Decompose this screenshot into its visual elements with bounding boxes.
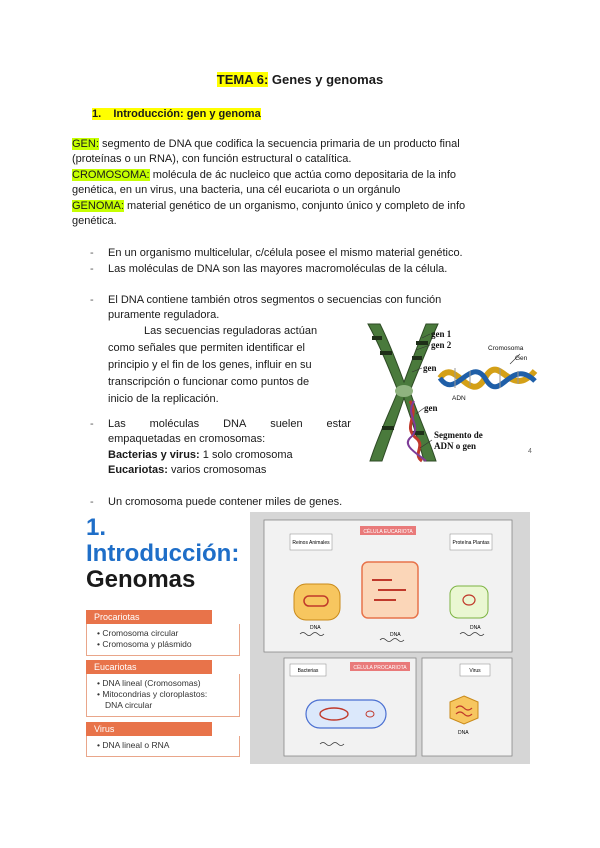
term-gen: GEN: [72, 138, 99, 150]
group-item: • DNA lineal o RNA [87, 740, 239, 751]
bullet-word: suelen [270, 418, 303, 430]
label-segmento: Segmento de [434, 430, 483, 440]
bullet-text: Un cromosoma puede contener miles de genes. [108, 496, 343, 508]
bullet-item: - Las moléculas de DNA son las mayores macromoléculas de la célula. [90, 263, 448, 275]
bullet-item: - Las moléculas DNA suelen estar [90, 418, 351, 430]
plant-label: Proteína Plantas [452, 540, 490, 546]
title-text: Genes y genomas [268, 72, 384, 87]
bullet-word: estar [326, 418, 351, 430]
group-procariotas [86, 610, 240, 656]
bullet-text: Las moléculas de DNA son las mayores macromoléculas de la célula. [108, 263, 448, 275]
bullet-word: DNA [223, 418, 247, 430]
def-line: molécula de ác nucleico que actúa como depositaria de la info [152, 169, 456, 181]
label-cromosoma: Cromosoma [488, 345, 524, 352]
para-line: inicio de la replicación. [108, 393, 219, 405]
bact-label: Bacterias y virus: [108, 449, 200, 461]
label-adn: ADN [452, 395, 466, 402]
slide-number: 1. [86, 514, 107, 541]
group-item: • Mitocondrias y cloroplastos: [87, 689, 239, 700]
euc-line [108, 463, 266, 478]
definition-cromosoma [72, 168, 527, 198]
slide-title [86, 515, 239, 593]
animal-label: Reinos Animales [292, 540, 330, 546]
bact-line [108, 448, 293, 463]
bullet-item: - El DNA contiene también otros segmentos o secuencias con función [90, 294, 442, 306]
def-line: (proteínas o un RNA), con función estructural o catalítica. [72, 153, 352, 165]
slide-line1: Introducción: [86, 540, 240, 567]
page-title [0, 72, 600, 87]
term-cromosoma: CROMOSOMA: [72, 169, 150, 181]
dna-helix-icon [440, 368, 535, 388]
definition-genoma [72, 199, 527, 229]
def-line: material genético de un organismo, conjunto único y completo de info [127, 200, 466, 212]
group-item: • DNA lineal (Cromosomas) [87, 678, 239, 689]
slide-line2: Genomas [86, 566, 196, 593]
bullet-item: - En un organismo multicelular, c/célula posee el mismo material genético. [90, 247, 463, 259]
chromosome-icon [368, 324, 438, 461]
bullet-item: - Un cromosoma puede contener miles de genes. [90, 496, 343, 508]
bullet-text: En un organismo multicelular, c/célula posee el mismo material genético. [108, 247, 463, 259]
label-gen3: gen [423, 363, 437, 373]
dna-label: DNA [458, 730, 469, 736]
label-gen4: gen [424, 403, 438, 413]
group-head: Procariotas [86, 610, 212, 624]
dna-label: DNA [390, 632, 401, 638]
group-virus [86, 722, 240, 757]
term-genoma: GENOMA: [72, 200, 124, 212]
euc-label: Eucariotas: [108, 464, 168, 476]
group-head: Virus [86, 722, 212, 736]
label-adn-gen: ADN o gen [434, 441, 476, 451]
def-line: genética. [72, 215, 117, 227]
group-item-cont: DNA circular [105, 700, 153, 710]
bullet-text-cont: empaquetadas en cromosomas: [108, 433, 266, 445]
para-line: transcripción o funcionar como puntos de [108, 376, 310, 388]
topic-label: TEMA 6: [216, 72, 269, 87]
group-item: • Cromosoma circular [87, 628, 239, 639]
group-item: • Cromosoma y plásmido [87, 639, 239, 650]
bullet-text: El DNA contiene también otros segmentos o secuencias con función [108, 294, 442, 306]
figure-page-number: 4 [528, 448, 532, 455]
def-line: genética, en un virus, una bacteria, una cél eucariota o un orgánulo [72, 184, 401, 196]
group-eucariotas [86, 660, 240, 717]
group-head: Eucariotas [86, 660, 212, 674]
bullet-word: moléculas [149, 418, 200, 430]
definition-gen [72, 137, 527, 167]
euk-title: CÉLULA EUCARIOTA [363, 529, 413, 535]
section-number: 1. [92, 108, 102, 120]
para-line: principio y el fin de los genes, influir en su [108, 359, 312, 371]
para-line: como señales que permiten identificar el [108, 342, 305, 354]
cell-types-figure [250, 512, 530, 764]
dna-label: DNA [470, 625, 481, 631]
chromosome-figure [360, 316, 540, 466]
label-gen1: gen 1 [431, 329, 452, 339]
def-line: segmento de DNA que codifica la secuencia primaria de un producto final [101, 138, 460, 150]
bacteria-label: Bacterias [297, 668, 319, 674]
bact-value: 1 solo cromosoma [199, 449, 293, 461]
dna-label: DNA [310, 625, 321, 631]
euc-value: varios cromosomas [167, 464, 267, 476]
label-gen-helix: Gen [515, 355, 528, 362]
section-heading [92, 108, 261, 120]
para-line: Las secuencias reguladoras actúan [144, 325, 318, 337]
bullet-text-cont: puramente reguladora. [108, 309, 220, 321]
label-gen2: gen 2 [431, 340, 452, 350]
section-title: Introducción: gen y genoma [113, 108, 261, 120]
virus-label: Virus [469, 668, 481, 674]
bullet-word: Las [108, 418, 126, 430]
regulatory-paragraph [108, 324, 351, 407]
pro-title: CÉLULA PROCARIOTA [353, 665, 407, 671]
